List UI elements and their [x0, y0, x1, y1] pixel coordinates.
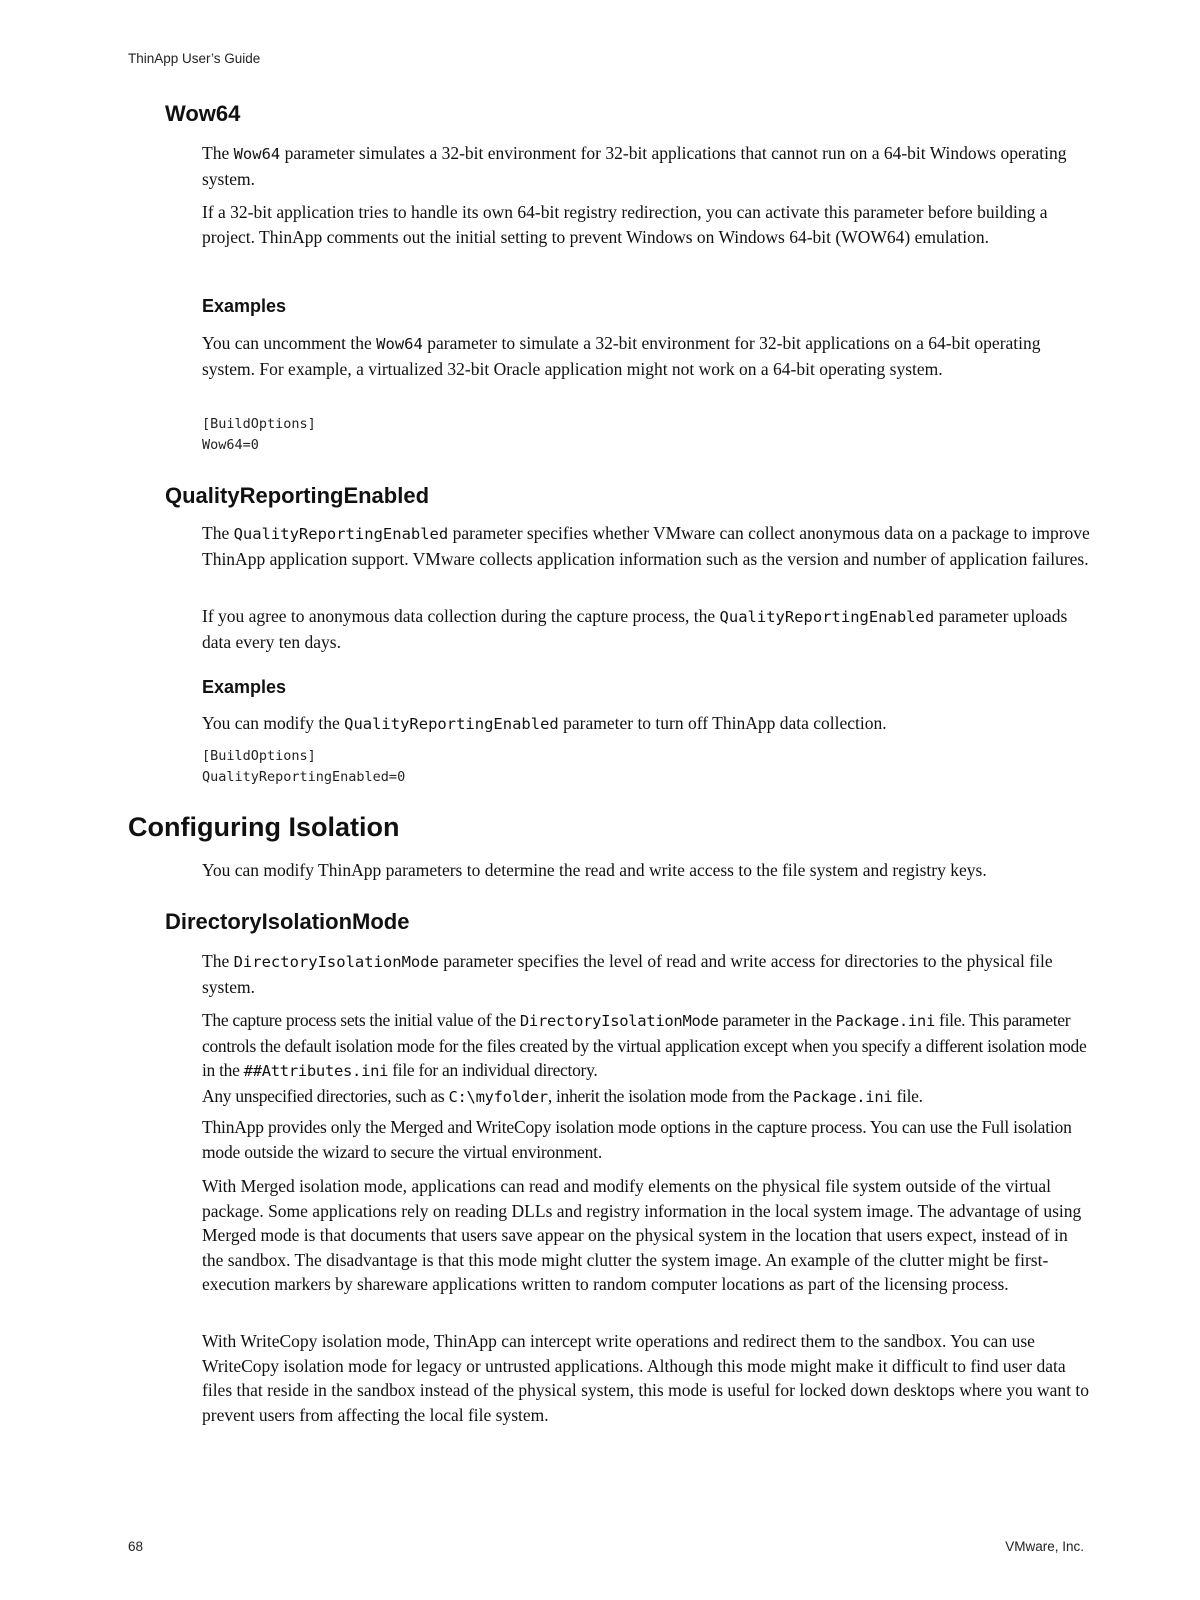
chapter-heading-configuring-isolation: Configuring Isolation [128, 812, 400, 842]
quality-paragraph-2: If you agree to anonymous data collection during the capture process, the QualityReportingEnabled parameter uploads data every ten days. [202, 606, 1068, 652]
wow64-paragraph-1: The Wow64 parameter simulates a 32-bit environment for 32-bit applications that cannot run on a 64-bit Windows operating system. [202, 143, 1067, 189]
code-example-wow64: [BuildOptions] Wow64=0 [202, 416, 316, 453]
code-example-quality: [BuildOptions] QualityReportingEnabled=0 [202, 748, 406, 785]
inline-code: ##Attributes.ini [243, 1062, 389, 1080]
quality-paragraph-1: The QualityReportingEnabled parameter specifies whether VMware can collect anonymous data on a package to improve ThinApp application support. VMware collects application information such as the version and number of application failures. [202, 523, 1090, 569]
footer-company: VMware, Inc. [1005, 1539, 1084, 1554]
page-number: 68 [128, 1539, 144, 1554]
dirmode-paragraph-1: The DirectoryIsolationMode parameter specifies the level of read and write access for directories to the physical file system. [202, 951, 1053, 997]
inline-code: C:\myfolder [448, 1087, 548, 1106]
section-heading-directory-isolation-mode: DirectoryIsolationMode [165, 909, 410, 934]
isolation-intro-paragraph: You can modify ThinApp parameters to determine the read and write access to the file system and registry keys. [202, 860, 987, 880]
wow64-paragraph-2: If a 32-bit application tries to handle its own 64-bit registry redirection, you can activate this parameter before building a project. ThinApp comments out the initial setting to prevent Windows on Windows 64-bit (WOW64) emulation. [202, 202, 1048, 247]
inline-code: QualityReportingEnabled [233, 525, 449, 543]
wow64-example-paragraph: You can uncomment the Wow64 parameter to simulate a 32-bit environment for 32-bit applications on a 64-bit operating system. For example, a virtualized 32-bit Oracle application might not work on a 64-bit operating system. [202, 333, 1041, 379]
running-header: ThinApp User’s Guide [128, 51, 261, 66]
inline-code: Wow64 [376, 335, 423, 353]
examples-heading-wow64: Examples [202, 296, 287, 316]
inline-code: Package.ini [835, 1012, 935, 1030]
examples-heading-quality: Examples [202, 677, 287, 697]
section-heading-quality-reporting: QualityReportingEnabled [165, 483, 430, 508]
dirmode-paragraph-5: With WriteCopy isolation mode, ThinApp can intercept write operations and redirect them to the sandbox. You can use WriteCopy isolation mode for legacy or untrusted applications. Although this mode might make it difficult to find user data files that reside in the sandbox instead of the physical system, this mode is useful for locked down desktops where you want to prevent users from affecting the local file system. [202, 1331, 1089, 1425]
inline-code: Wow64 [233, 145, 281, 163]
inline-code: Package.ini [793, 1087, 893, 1106]
quality-example-paragraph: You can modify the QualityReportingEnabled parameter to turn off ThinApp data collection. [202, 713, 887, 733]
dirmode-paragraph-2: The capture process sets the initial value of the DirectoryIsolationMode parameter in the Package.ini file. This parameter controls the default isolation mode for the files created by the virtual application except when you specify a different isolation mode in the ##Attributes.ini file for an individual directory. Any unspecified directories, such as C:\myfolder, inherit the isolation mode from the Package.ini file. [202, 1010, 1087, 1106]
dirmode-paragraph-4: With Merged isolation mode, applications can read and modify elements on the physical file system outside of the virtual package. Some applications rely on reading DLLs and registry information in the local system image. The advantage of using Merged mode is that documents that users save appear on the physical system in the location that users expect, instead of in the sandbox. The disadvantage is that this mode might clutter the system image. An example of the clutter might be first-execution markers by shareware applications written to random computer locations as part of the licensing process. [202, 1176, 1082, 1294]
inline-code: DirectoryIsolationMode [519, 1012, 719, 1030]
inline-code: QualityReportingEnabled [719, 608, 935, 626]
inline-code: QualityReportingEnabled [344, 715, 559, 733]
dirmode-paragraph-3: ThinApp provides only the Merged and WriteCopy isolation mode options in the capture process. You can use the Full isolation mode outside the wizard to secure the virtual environment. [202, 1117, 1072, 1162]
inline-code: DirectoryIsolationMode [233, 953, 439, 971]
section-heading-wow64: Wow64 [165, 101, 241, 126]
